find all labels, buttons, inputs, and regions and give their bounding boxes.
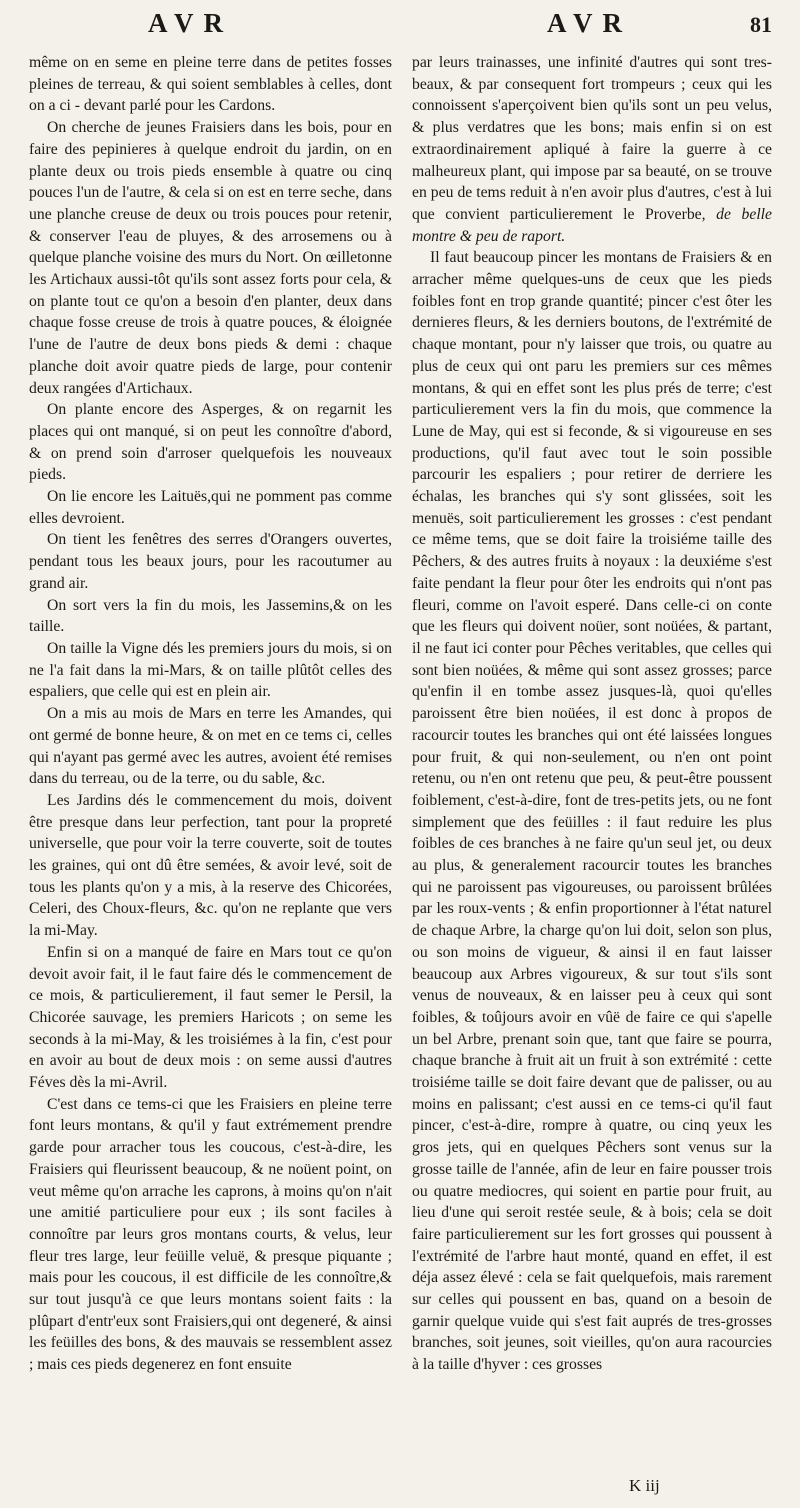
running-head-left: AVR (148, 8, 234, 38)
running-head-right: AVR (547, 8, 633, 38)
paragraph (29, 399, 392, 486)
paragraph (29, 52, 392, 117)
paragraph-text: On a mis au mois de Mars en terre les Amandes, qui ont germé de bonne heure, & on met en ce tems ci, celles qui n'ayant pas germé avec les autres, avoient été remises dans du terreau, ou de la terre, ou du sable, &c. (29, 705, 392, 788)
right-column (412, 52, 772, 1376)
paragraph-text: par leurs trainasses, une infinité d'autres qui sont tres-beaux, & par consequent fort trompeurs ; ceux qui les connoissent s'aperçoivent bien qu'ils sont un peu velus, & plus verdatres que les bons; mais enfin si on est extraordinairement apliqué à faire la guerre à ce malheureux plant, qui impose par sa beauté, on se trouve en peu de tems reduit à n'en avoir plus d'autres, c'est à lui que convient particulierement le Proverbe, (412, 54, 772, 223)
paragraph-text: Les Jardins dés le commencement du mois, doivent être presque dans leur perfection, tant pour la propreté universelle, que pour voir la terre couverte, soit de toutes les graines, qui ont dû être semées, & avoir levé, soit de tous les plants qu'on y a mis, à la reserve des Chicorées, Celeri, des Choux-fleurs, &c. qu'on ne replante que vers la mi-May. (29, 791, 392, 940)
paragraph (29, 486, 392, 529)
paragraph (29, 529, 392, 594)
paragraph-text: On taille la Vigne dés les premiers jours du mois, si on ne l'a fait dans la mi-Mars, & on taille plûtôt celles des espaliers, que celle qui est en plein air. (29, 639, 392, 701)
paragraph (29, 638, 392, 703)
paragraph (412, 247, 772, 1376)
paragraph-text: Enfin si on a manqué de faire en Mars tout ce qu'on devoit avoir fait, il le faut faire dés le commencement de ce mois, & particulierement, il faut semer le Persil, la Chicorée sauvage, les premiers Haricots ; on seme les seconds à la mi-May, & les troisiémes à la fin, c'est pour en avoir au bout de deux mois : on seme aussi d'autres Féves dès la mi-Avril. (29, 943, 392, 1092)
paragraph (29, 1094, 392, 1376)
paragraph-text: On sort vers la fin du mois, les Jassemins,& on les taille. (29, 596, 392, 636)
paragraph-text: On plante encore des Asperges, & on regarnit les places qui ont manqué, si on peut les connoître d'abord, & on prend soin d'arroser quelquefois les nouveaux pieds. (29, 401, 392, 484)
paragraph-text: On cherche de jeunes Fraisiers dans les bois, pour en faire des pepinieres à quelque endroit du jardin, on en plante deux ou trois pieds ensemble à quatre ou cinq pouces l'un de l'autre, & cela si on est en terre seche, dans une planche creuse de deux ou trois pouces pour retenir, & conserver l'eau de pluyes, & des arrosemens ou à quelque planche voisine des murs du Nort. On œilletonne les Artichaux aussi-tôt qu'ils sont assez forts pour cela, & on plante tout ce qu'on a besoin d'en planter, deux dans chaque fosse creuse de trois à quatre pouces, & éloignée l'une de l'autre de deux bons pieds & demi : chaque planche doit avoir quatre pieds de large, pour contenir deux rangées d'Artichaux. (29, 119, 392, 397)
page-number: 81 (750, 12, 772, 37)
paragraph-text: même on en seme en pleine terre dans de petites fosses pleines de terreau, & qui soient semblables à celles, dont on a ci - devant parlé pour les Cardons. (29, 54, 392, 115)
paragraph (412, 52, 772, 247)
paragraph (29, 703, 392, 790)
paragraph (29, 790, 392, 942)
paragraph (29, 595, 392, 638)
page-header (0, 0, 800, 54)
italic-proverb: de belle montre & peu de raport. (412, 205, 772, 245)
paragraph-text: On lie encore les Laituës,qui ne pomment pas comme elles devroient. (29, 488, 392, 527)
paragraph (29, 942, 392, 1094)
left-column (29, 52, 392, 1376)
paragraph (29, 117, 392, 399)
signature-mark: K iij (629, 1476, 660, 1495)
paragraph-text: C'est dans ce tems-ci que les Fraisiers en pleine terre font leurs montans, & qu'il y faut extrémement prendre garde pour arracher tous les coucous, c'est-à-dire, les Fraisiers qui fleurissent beaucoup, & ne noüent point, on veut même qu'on arrache les caprons, à moins qu'on n'ait une amitié particuliere pour eux ; ils sont faciles à connoître par leurs gros montans courts, & velus, leur fleur tres large, leur feüille veluë, & presque piquante ; mais pour les coucous, il est difficile de les connoître,& sur tout jusqu'à ce que leurs montans soient faits : la plûpart d'entr'eux sont Fraisiers,qui ont degeneré, & ainsi les feüilles des bons, & des mauvais se ressemblent assez ; mais ces pieds degenerez en font ensuite (29, 1095, 392, 1374)
paragraph-text: On tient les fenêtres des serres d'Orangers ouvertes, pendant tous les beaux jours, pour les racoutumer au grand air. (29, 531, 392, 592)
paragraph-text: Il faut beaucoup pincer les montans de Fraisiers & en arracher même quelques-uns de ceux que les pieds foibles font en trop grande quantité; pincer c'est ôter les dernieres fleurs, & les derniers boutons, de l'extrémité de chaque montant, pour n'y laisser que trois, ou quatre au plus de ceux qui ont paru les premiers sur ces mêmes montans, & qui en effet sont les plus prés de terre; c'est particulierement vers la fin du mois, que commence la Lune de May, qui est si feconde, & si vigoureuse en ses productions, qu'il faut avec tout le soin possible parcourir les espaliers ; pour retirer de derriere les échalas, les branches qui s'y sont glissées, soit les menuës, soit particulierement les grosses : c'est pendant ce même tems, que se doit faire la troisiéme taille des Pêchers, & des autres fruits à noyaux : la deuxiéme s'est faite pendant la fleur pour ôter les endroits qui n'ont pas fleuri, comme on l'avoit esperé. Dans celle-ci on conte que les fleurs qui doivent noüer, sont noüées, & partant, il ne faut ici conter pour Pêches veritables, que celles qui sont bien noüées, & même qui sont assez grosses; parce qu'enfin il en tombe assez jusques-là, quoi qu'elles paroissent être bien noüées, il est donc à propos de racourcir toutes les branches qui ont été laissées longues pour fruit, & qui non-seulement, ou n'en ont point retenu, ou n'en ont retenu que peu, & peut-être poussent foiblement, c'est-à-dire, font de tres-petits jets, ou ne font simplement que des feüilles : il faut reduire les plus foibles de ces branches à ne faire qu'un seul jet, ou deux au plus, & generalement racourcir toutes les branches qui ne paroissent pas vigoureuses, ou paroissent brûlées par les roux-vents ; & enfin proportionner à l'état naturel de chaque Arbre, la charge qu'on lui doit, selon son plus, ou son moins de vigueur, & ainsi il en faut laisser beaucoup aux Arbres vigoureux, & sur tout s'ils sont venus de nouveaux, & en laisser peu à ceux qui sont foibles, & toûjours avoir en vûë de faire ce qui s'apelle un bel Arbre, prenant soin que, tant que faire se pourra, chaque branche à fruit ait un fruit à son extrémité : cette troisiéme taille se doit faire devant que de palisser, ou au moins en palissant; c'est aussi en ce tems-ci qu'il faut pincer, c'est-à-dire, rompre à quatre, ou cinq yeux les gros jets, qui en quelques Pêchers sont venus sur la grosse taille de l'année, afin de leur en faire pousser trois ou quatre mediocres, qui soient en partie pour fruit, au lieu d'une qui seroit restée seule, & à bois; cela se doit faire particulierement sur les fort grosses qui poussent à l'extrémité de l'arbre haut monté, quand en effet, il est déja assez élevé : cela se fait quelquefois, mais rarement sur celles qui poussent en bas, quand on a besoin de garnir quelque vuide qui s'est fait auprés de tres-grosses branches, soit jeunes, soit vieilles, qu'on aura racourcies à la taille d'hyver : ces grosses (412, 249, 772, 1374)
